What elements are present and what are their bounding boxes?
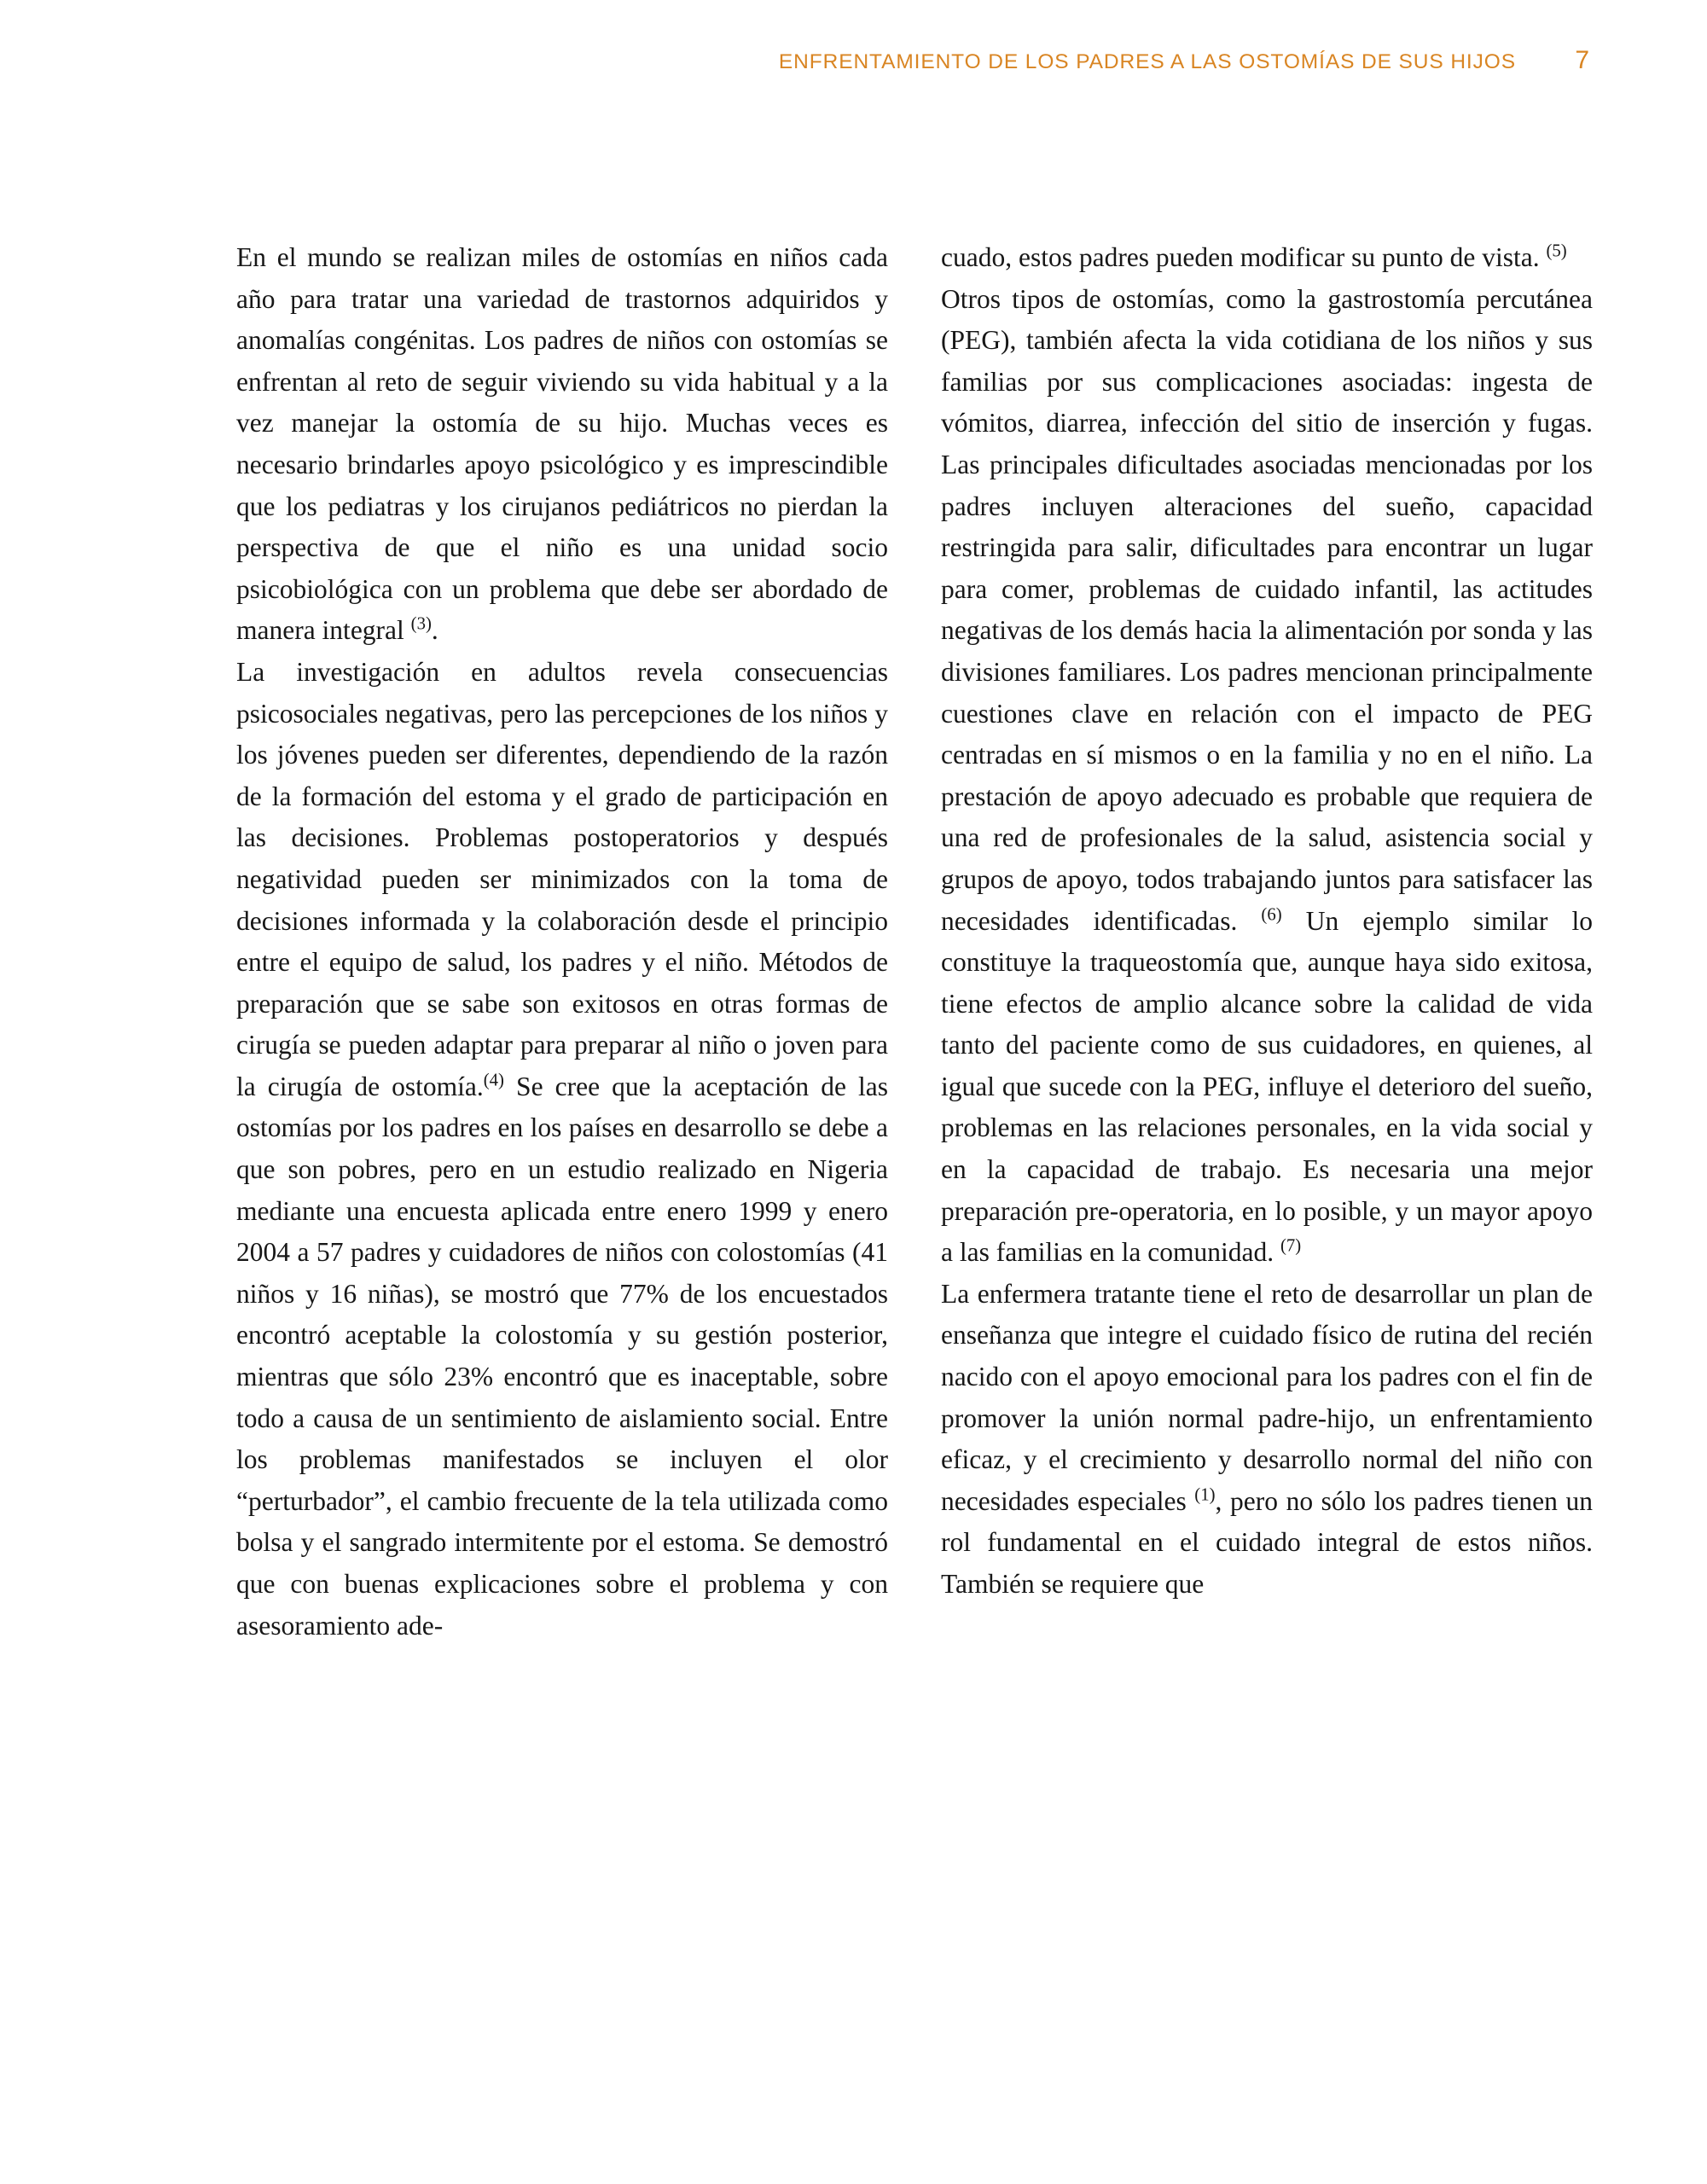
reference-marker-5: (5) bbox=[1546, 241, 1567, 261]
reference-marker-3: (3) bbox=[410, 613, 432, 634]
paragraph-right-2 bbox=[941, 279, 1593, 1274]
paragraph-left-2-text-b: Se cree que la aceptación de las ostomías por los padres en los países en desarrollo se debe a que son pobres, pero en un estudio realizado en Nigeria mediante una encuesta aplicada entre enero 1999 y enero 2004 a 57 padres y cuidadores de niños con colostomías (41 niños y 16 niñas), se mostró que 77% de los encuestados encontró aceptable la colostomía y su gestión posterior, mientras que sólo 23% encontró que es inaceptable, sobre todo a causa de un sentimiento de aislamiento social. Entre los problemas manifestados se incluyen el olor “perturbador”, el cambio frecuente de la tela utilizada como bolsa y el sangrado intermitente por el estoma. Se demostró que con buenas explicaciones sobre el problema y con asesoramiento ade- bbox=[236, 1071, 888, 1641]
paragraph-left-2 bbox=[236, 652, 888, 1647]
right-column bbox=[941, 237, 1593, 1647]
paragraph-left-1-text: En el mundo se realizan miles de ostomías en niños cada año para tratar una variedad de trastornos adquiridos y anomalías congénitas. Los padres de niños con ostomías se enfrentan al reto de seguir viviendo su vida habitual y a la vez manejar la ostomía de su hijo. Muchas veces es necesario brindarles apoyo psicológico y es imprescindible que los pediatras y los cirujanos pediátricos no pierdan la perspectiva de que el niño es una unidad socio psicobiológica con un problema que debe ser abordado de manera integral bbox=[236, 242, 888, 646]
paragraph-right-1 bbox=[941, 237, 1593, 279]
page-number: 7 bbox=[1575, 46, 1589, 74]
running-head bbox=[0, 46, 1707, 80]
left-column bbox=[236, 237, 888, 1647]
paragraph-left-2-text-a: La investigación en adultos revela consecuencias psicosociales negativas, pero las percepciones de los niños y los jóvenes pueden ser diferentes, dependiendo de la razón de la formación del estoma y el grado de participación en las decisiones. Problemas postoperatorios y después negatividad pueden ser minimizados con la toma de decisiones informada y la colaboración desde el principio entre el equipo de salud, los padres y el niño. Métodos de preparación que se sabe son exitosos en otras formas de cirugía se pueden adaptar para preparar al niño o joven para la cirugía de ostomía. bbox=[236, 656, 888, 1101]
reference-marker-1: (1) bbox=[1194, 1484, 1216, 1505]
paragraph-left-1-end: . bbox=[431, 615, 438, 646]
reference-marker-4: (4) bbox=[483, 1070, 504, 1090]
paragraph-right-2-text-a: Otros tipos de ostomías, como la gastrostomía percutánea (PEG), también afecta la vida cotidiana de los niños y sus familias por sus complicaciones asociadas: ingesta de vómitos, diarrea, infección del sitio de inserción y fugas. Las principales dificultades asociadas mencionadas por los padres incluyen alteraciones del sueño, capacidad restringida para salir, dificultades para encontrar un lugar para comer, problemas de cuidado infantil, las actitudes negativas de los demás hacia la alimentación por sonda y las divisiones familiares. Los padres mencionan principalmente cuestiones clave en relación con el impacto de PEG centradas en sí mismos o en la familia y no en el niño. La prestación de apoyo adecuado es probable que requiera de una red de profesionales de la salud, asistencia social y grupos de apoyo, todos trabajando juntos para satisfacer las necesidades identificadas. bbox=[941, 283, 1593, 936]
paragraph-right-3-text-b: , pero no sólo los padres tienen un rol fundamental en el cuidado integral de estos niños. También se requiere que bbox=[941, 1485, 1593, 1599]
paragraph-right-3-text-a: La enfermera tratante tiene el reto de desarrollar un plan de enseñanza que integre el cuidado físico de rutina del recién nacido con el apoyo emocional para los padres con el fin de promover la unión normal padre-hijo, un enfrentamiento eficaz, y el crecimiento y desarrollo normal del niño con necesidades especiales bbox=[941, 1278, 1593, 1516]
reference-marker-7: (7) bbox=[1280, 1235, 1302, 1256]
body-columns bbox=[236, 237, 1593, 1647]
paragraph-left-1 bbox=[236, 237, 888, 652]
paragraph-right-3 bbox=[941, 1274, 1593, 1606]
paragraph-right-2-text-b: Un ejemplo similar lo constituye la traqueostomía que, aunque haya sido exitosa, tiene efectos de amplio alcance sobre la calidad de vida tanto del paciente como de sus cuidadores, en quienes, al igual que sucede con la PEG, influye el deterioro del sueño, problemas en las relaciones personales, en la vida social y en la capacidad de trabajo. Es necesaria una mejor preparación pre-operatoria, en lo posible, y un mayor apoyo a las familias en la comunidad. bbox=[941, 905, 1593, 1268]
running-head-title: ENFRENTAMIENTO DE LOS PADRES A LAS OSTOMÍAS DE SUS HIJOS bbox=[778, 50, 1516, 73]
reference-marker-6: (6) bbox=[1261, 904, 1282, 924]
paragraph-right-1-text: cuado, estos padres pueden modificar su punto de vista. bbox=[941, 242, 1547, 272]
